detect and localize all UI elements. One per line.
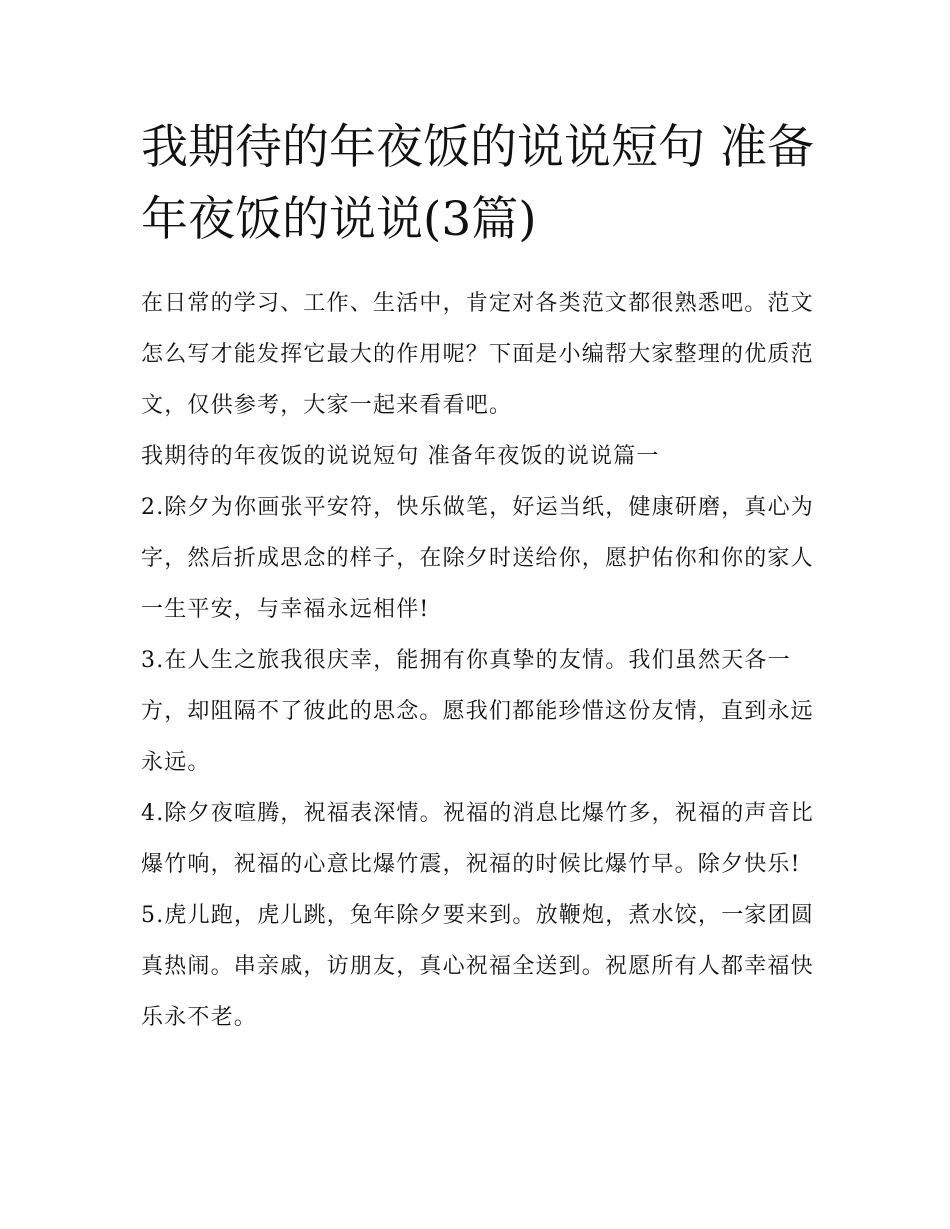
document-page (141, 112, 817, 1043)
list-item: 2.除夕为你画张平安符，快乐做笔，好运当纸，健康研磨，真心为字，然后折成思念的样子，在除夕时送给你，愿护佑你和你的家人一生平安，与幸福永远相伴! (141, 495, 814, 622)
list-item: 4.除夕夜喧腾，祝福表深情。祝福的消息比爆竹多，祝福的声音比爆竹响，祝福的心意比爆竹震，祝福的时候比爆竹早。除夕快乐! (141, 801, 814, 877)
document-title: 我期待的年夜饭的说说短句 准备年夜饭的说说(3篇) (141, 120, 814, 247)
list-item: 5.虎儿跑，虎儿跳，兔年除夕要来到。放鞭炮，煮水饺，一家团圆真热闹。串亲戚，访朋友，真心祝福全送到。祝愿所有人都幸福快乐永不老。 (141, 903, 814, 1030)
intro-paragraph: 在日常的学习、工作、生活中，肯定对各类范文都很熟悉吧。范文怎么写才能发挥它最大的作用呢？下面是小编帮大家整理的优质范文，仅供参考，大家一起来看看吧。 (141, 291, 814, 418)
section-heading: 我期待的年夜饭的说说短句 准备年夜饭的说说篇一 (141, 444, 660, 469)
list-item: 3.在人生之旅我很庆幸，能拥有你真挚的友情。我们虽然天各一方，却阻隔不了彼此的思念。愿我们都能珍惜这份友情，直到永远永远。 (141, 648, 814, 775)
